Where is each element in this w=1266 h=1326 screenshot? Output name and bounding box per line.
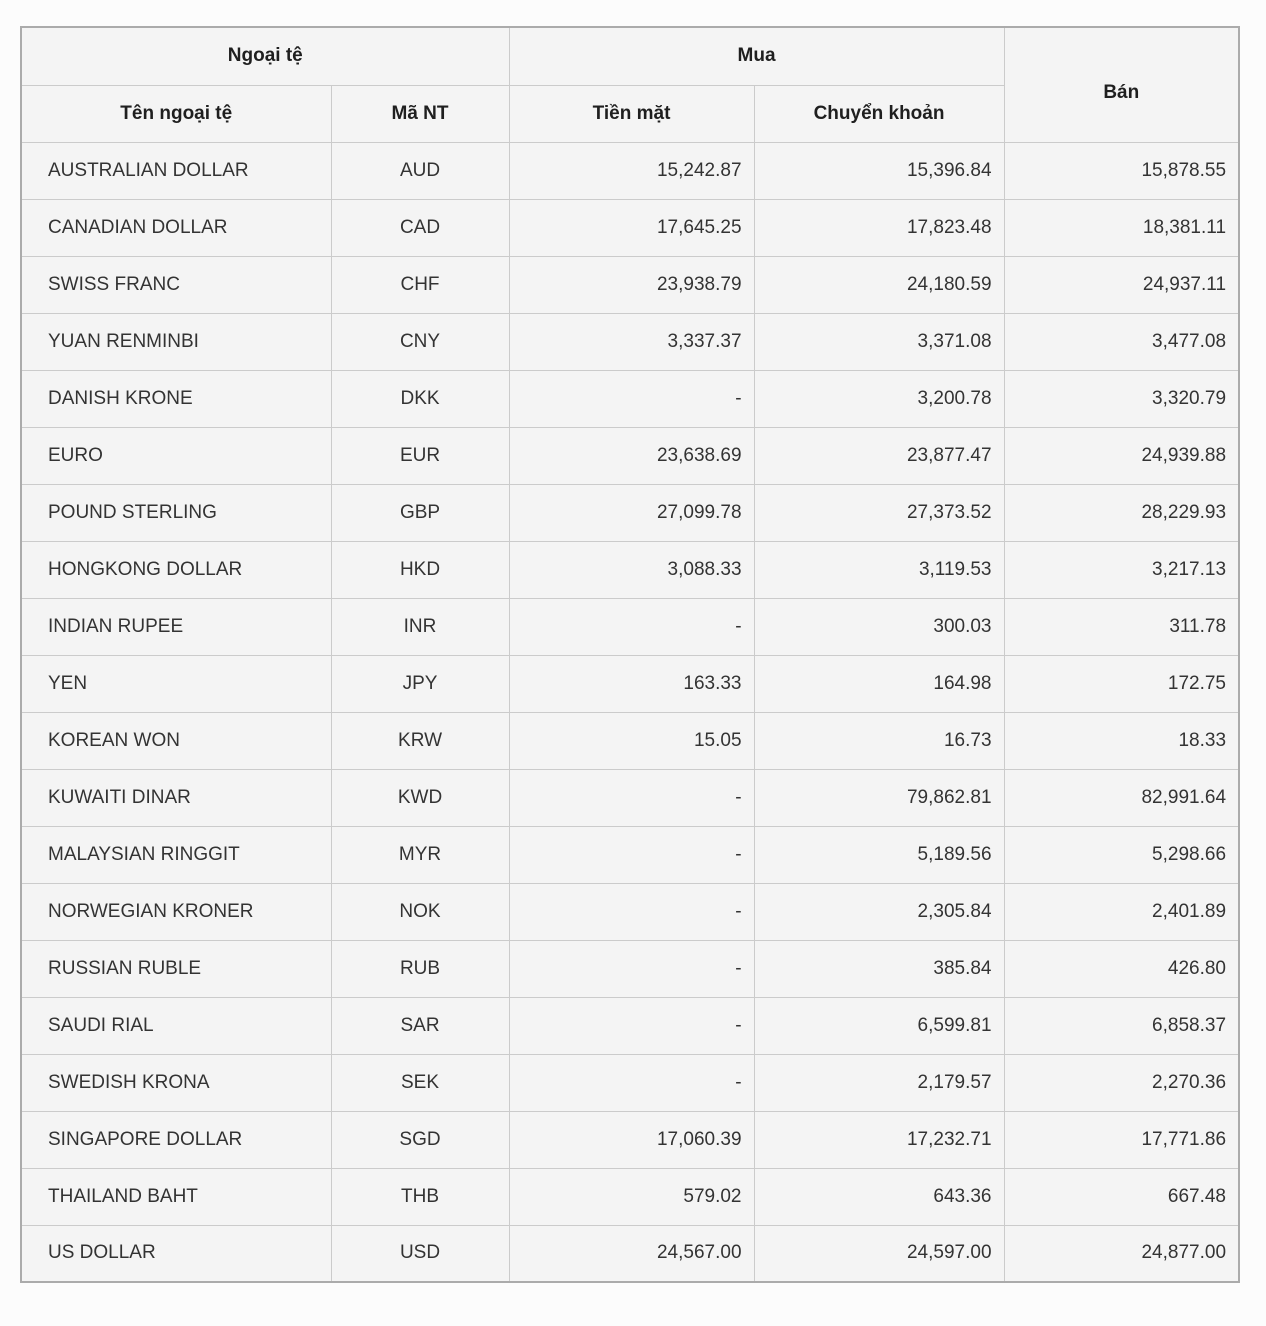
cash-rate-cell: 17,060.39 <box>509 1111 754 1168</box>
currency-name-cell: SINGAPORE DOLLAR <box>21 1111 331 1168</box>
exchange-rate-table <box>20 26 1240 1283</box>
sell-rate-cell: 5,298.66 <box>1004 826 1239 883</box>
transfer-rate-cell: 24,180.59 <box>754 256 1004 313</box>
table-row <box>21 541 1239 598</box>
table-row <box>21 655 1239 712</box>
table-row <box>21 826 1239 883</box>
sell-rate-cell: 24,877.00 <box>1004 1225 1239 1282</box>
transfer-rate-cell: 17,823.48 <box>754 199 1004 256</box>
currency-code-cell: JPY <box>331 655 509 712</box>
currency-name-cell: POUND STERLING <box>21 484 331 541</box>
header-sell: Bán <box>1004 27 1239 142</box>
table-row <box>21 199 1239 256</box>
cash-rate-cell: 163.33 <box>509 655 754 712</box>
currency-name-cell: EURO <box>21 427 331 484</box>
cash-rate-cell: 3,337.37 <box>509 313 754 370</box>
cash-rate-cell: 15.05 <box>509 712 754 769</box>
table-row <box>21 313 1239 370</box>
table-row <box>21 1054 1239 1111</box>
currency-code-cell: CHF <box>331 256 509 313</box>
currency-name-cell: SWEDISH KRONA <box>21 1054 331 1111</box>
header-cash: Tiền mặt <box>509 85 754 142</box>
table-row <box>21 1225 1239 1282</box>
currency-name-cell: KUWAITI DINAR <box>21 769 331 826</box>
currency-code-cell: MYR <box>331 826 509 883</box>
cash-rate-cell: - <box>509 769 754 826</box>
table-row <box>21 883 1239 940</box>
currency-code-cell: SGD <box>331 1111 509 1168</box>
currency-code-cell: KWD <box>331 769 509 826</box>
transfer-rate-cell: 16.73 <box>754 712 1004 769</box>
currency-name-cell: KOREAN WON <box>21 712 331 769</box>
sell-rate-cell: 3,320.79 <box>1004 370 1239 427</box>
table-row <box>21 370 1239 427</box>
cash-rate-cell: 23,938.79 <box>509 256 754 313</box>
currency-name-cell: MALAYSIAN RINGGIT <box>21 826 331 883</box>
sell-rate-cell: 3,217.13 <box>1004 541 1239 598</box>
sell-rate-cell: 2,270.36 <box>1004 1054 1239 1111</box>
sell-rate-cell: 17,771.86 <box>1004 1111 1239 1168</box>
header-group-currency: Ngoại tệ <box>21 27 509 85</box>
currency-name-cell: US DOLLAR <box>21 1225 331 1282</box>
transfer-rate-cell: 3,119.53 <box>754 541 1004 598</box>
transfer-rate-cell: 5,189.56 <box>754 826 1004 883</box>
table-row <box>21 484 1239 541</box>
currency-name-cell: DANISH KRONE <box>21 370 331 427</box>
transfer-rate-cell: 17,232.71 <box>754 1111 1004 1168</box>
sell-rate-cell: 28,229.93 <box>1004 484 1239 541</box>
sell-rate-cell: 18.33 <box>1004 712 1239 769</box>
currency-name-cell: HONGKONG DOLLAR <box>21 541 331 598</box>
sell-rate-cell: 3,477.08 <box>1004 313 1239 370</box>
sell-rate-cell: 15,878.55 <box>1004 142 1239 199</box>
transfer-rate-cell: 3,371.08 <box>754 313 1004 370</box>
currency-code-cell: HKD <box>331 541 509 598</box>
cash-rate-cell: 17,645.25 <box>509 199 754 256</box>
transfer-rate-cell: 300.03 <box>754 598 1004 655</box>
table-row <box>21 940 1239 997</box>
table-row <box>21 427 1239 484</box>
currency-code-cell: SAR <box>331 997 509 1054</box>
table-header <box>21 27 1239 142</box>
currency-code-cell: NOK <box>331 883 509 940</box>
currency-name-cell: YEN <box>21 655 331 712</box>
cash-rate-cell: 579.02 <box>509 1168 754 1225</box>
transfer-rate-cell: 27,373.52 <box>754 484 1004 541</box>
table-body <box>21 142 1239 1282</box>
transfer-rate-cell: 79,862.81 <box>754 769 1004 826</box>
currency-name-cell: NORWEGIAN KRONER <box>21 883 331 940</box>
transfer-rate-cell: 643.36 <box>754 1168 1004 1225</box>
table-row <box>21 997 1239 1054</box>
transfer-rate-cell: 164.98 <box>754 655 1004 712</box>
sell-rate-cell: 2,401.89 <box>1004 883 1239 940</box>
currency-code-cell: KRW <box>331 712 509 769</box>
currency-code-cell: INR <box>331 598 509 655</box>
transfer-rate-cell: 15,396.84 <box>754 142 1004 199</box>
currency-code-cell: CAD <box>331 199 509 256</box>
header-currency-code: Mã NT <box>331 85 509 142</box>
currency-name-cell: THAILAND BAHT <box>21 1168 331 1225</box>
transfer-rate-cell: 385.84 <box>754 940 1004 997</box>
table-row <box>21 769 1239 826</box>
header-group-buy: Mua <box>509 27 1004 85</box>
cash-rate-cell: 3,088.33 <box>509 541 754 598</box>
table-row <box>21 142 1239 199</box>
transfer-rate-cell: 2,179.57 <box>754 1054 1004 1111</box>
currency-name-cell: RUSSIAN RUBLE <box>21 940 331 997</box>
sell-rate-cell: 311.78 <box>1004 598 1239 655</box>
currency-code-cell: USD <box>331 1225 509 1282</box>
currency-code-cell: THB <box>331 1168 509 1225</box>
currency-name-cell: SAUDI RIAL <box>21 997 331 1054</box>
currency-code-cell: CNY <box>331 313 509 370</box>
sell-rate-cell: 667.48 <box>1004 1168 1239 1225</box>
header-transfer: Chuyển khoản <box>754 85 1004 142</box>
cash-rate-cell: 23,638.69 <box>509 427 754 484</box>
header-currency-name: Tên ngoại tệ <box>21 85 331 142</box>
currency-code-cell: EUR <box>331 427 509 484</box>
currency-code-cell: DKK <box>331 370 509 427</box>
currency-code-cell: AUD <box>331 142 509 199</box>
sell-rate-cell: 6,858.37 <box>1004 997 1239 1054</box>
transfer-rate-cell: 24,597.00 <box>754 1225 1004 1282</box>
transfer-rate-cell: 23,877.47 <box>754 427 1004 484</box>
currency-code-cell: SEK <box>331 1054 509 1111</box>
transfer-rate-cell: 3,200.78 <box>754 370 1004 427</box>
currency-name-cell: CANADIAN DOLLAR <box>21 199 331 256</box>
table-row <box>21 256 1239 313</box>
currency-name-cell: AUSTRALIAN DOLLAR <box>21 142 331 199</box>
sell-rate-cell: 82,991.64 <box>1004 769 1239 826</box>
sell-rate-cell: 426.80 <box>1004 940 1239 997</box>
cash-rate-cell: - <box>509 826 754 883</box>
sell-rate-cell: 18,381.11 <box>1004 199 1239 256</box>
table-row <box>21 712 1239 769</box>
transfer-rate-cell: 6,599.81 <box>754 997 1004 1054</box>
sell-rate-cell: 24,939.88 <box>1004 427 1239 484</box>
currency-code-cell: RUB <box>331 940 509 997</box>
currency-name-cell: YUAN RENMINBI <box>21 313 331 370</box>
sell-rate-cell: 172.75 <box>1004 655 1239 712</box>
cash-rate-cell: 24,567.00 <box>509 1225 754 1282</box>
cash-rate-cell: - <box>509 598 754 655</box>
cash-rate-cell: - <box>509 940 754 997</box>
cash-rate-cell: - <box>509 997 754 1054</box>
cash-rate-cell: - <box>509 370 754 427</box>
sell-rate-cell: 24,937.11 <box>1004 256 1239 313</box>
cash-rate-cell: 27,099.78 <box>509 484 754 541</box>
currency-code-cell: GBP <box>331 484 509 541</box>
currency-name-cell: SWISS FRANC <box>21 256 331 313</box>
transfer-rate-cell: 2,305.84 <box>754 883 1004 940</box>
cash-rate-cell: - <box>509 883 754 940</box>
cash-rate-cell: 15,242.87 <box>509 142 754 199</box>
table-row <box>21 1168 1239 1225</box>
table-row <box>21 1111 1239 1168</box>
currency-name-cell: INDIAN RUPEE <box>21 598 331 655</box>
cash-rate-cell: - <box>509 1054 754 1111</box>
table-row <box>21 598 1239 655</box>
